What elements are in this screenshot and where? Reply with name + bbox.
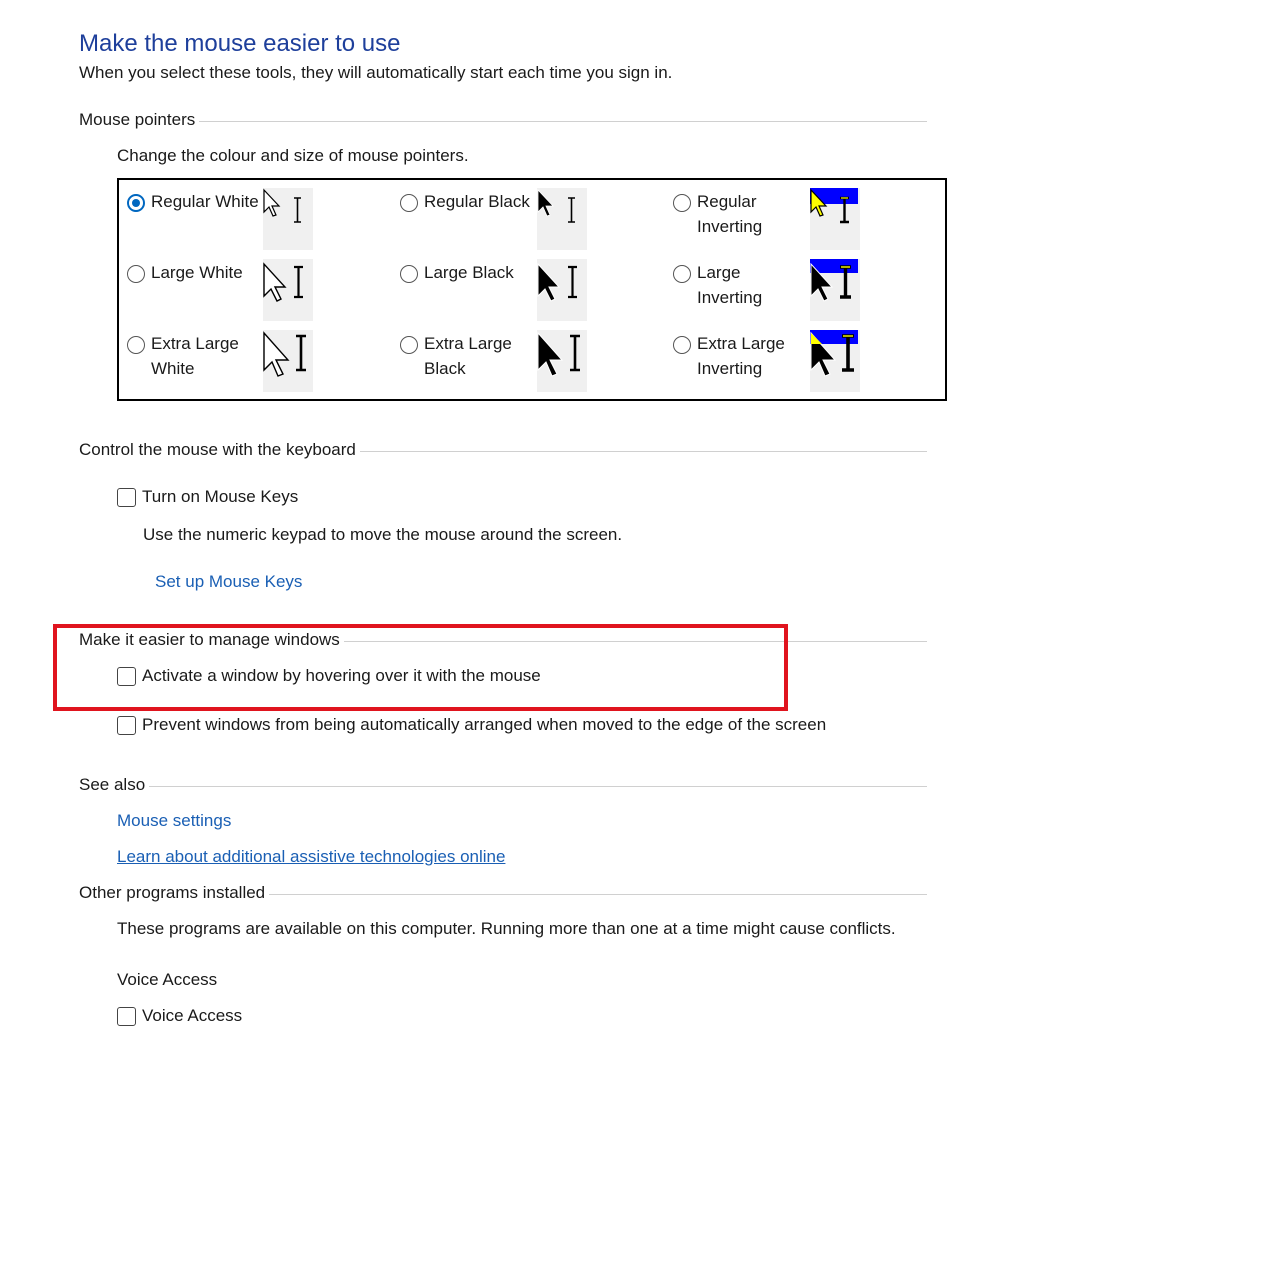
voice-access-group-label: Voice Access [117, 970, 218, 989]
mouse-keys-checkbox[interactable] [117, 488, 136, 507]
radio-button[interactable] [127, 265, 145, 283]
radio-label: Regular Inverting [697, 192, 763, 236]
radio-button[interactable] [127, 194, 145, 212]
voice-access-label[interactable]: Voice Access [142, 1006, 243, 1025]
radio-extra-large-inverting[interactable] [673, 331, 805, 381]
extra-large-white-pointer-icon [263, 330, 313, 392]
section-other-programs [79, 882, 927, 904]
page-title: Make the mouse easier to use [79, 30, 401, 57]
large-inverting-pointer-icon [810, 259, 860, 321]
mouse-keys-label[interactable]: Turn on Mouse Keys [142, 487, 299, 506]
radio-large-inverting[interactable] [673, 260, 805, 310]
radio-extra-large-black[interactable] [400, 331, 532, 381]
assistive-technologies-link[interactable]: Learn about additional assistive technologies online [117, 847, 506, 866]
regular-inverting-pointer-icon [810, 188, 860, 250]
radio-button[interactable] [673, 265, 691, 283]
radio-large-black[interactable] [400, 260, 532, 285]
divider [269, 894, 927, 895]
radio-button[interactable] [400, 336, 418, 354]
divider [360, 451, 927, 452]
radio-label: Large Inverting [697, 263, 763, 307]
mouse-settings-link[interactable]: Mouse settings [117, 811, 232, 830]
section-heading: Make it easier to manage windows [79, 630, 340, 649]
radio-label: Large Black [424, 263, 514, 282]
section-heading: Control the mouse with the keyboard [79, 440, 356, 459]
radio-regular-white[interactable] [127, 189, 259, 214]
setup-mouse-keys-link[interactable]: Set up Mouse Keys [155, 572, 303, 591]
mouse-keys-description: Use the numeric keypad to move the mouse around the screen. [143, 525, 623, 544]
pointers-description: Change the colour and size of mouse pointers. [117, 146, 469, 165]
voice-access-checkbox[interactable] [117, 1007, 136, 1026]
radio-label: Large White [151, 263, 243, 282]
radio-extra-large-white[interactable] [127, 331, 259, 381]
divider [199, 121, 927, 122]
radio-button[interactable] [400, 265, 418, 283]
radio-regular-inverting[interactable] [673, 189, 805, 239]
large-white-pointer-icon [263, 259, 313, 321]
radio-regular-black[interactable] [400, 189, 539, 214]
section-see-also [79, 774, 927, 796]
section-heading: See also [79, 775, 146, 794]
extra-large-black-pointer-icon [537, 330, 587, 392]
section-heading: Other programs installed [79, 883, 266, 902]
prevent-arrange-checkbox[interactable] [117, 716, 136, 735]
extra-large-inverting-pointer-icon [810, 330, 860, 392]
section-heading: Mouse pointers [79, 110, 196, 129]
radio-label: Regular White [151, 192, 259, 211]
regular-black-pointer-icon [537, 188, 587, 250]
section-keyboard [79, 439, 927, 461]
large-black-pointer-icon [537, 259, 587, 321]
radio-label: Extra Large Inverting [697, 334, 785, 378]
radio-label: Regular Black [424, 192, 530, 211]
radio-button[interactable] [400, 194, 418, 212]
page-subtitle: When you select these tools, they will automatically start each time you sign in. [79, 63, 673, 82]
radio-button[interactable] [673, 194, 691, 212]
hover-activate-label[interactable]: Activate a window by hovering over it with the mouse [142, 666, 541, 685]
other-programs-description: These programs are available on this computer. Running more than one at a time might cause conflicts. [117, 919, 896, 938]
section-mouse-pointers [79, 109, 927, 131]
regular-white-pointer-icon [263, 188, 313, 250]
divider [149, 786, 927, 787]
radio-button[interactable] [127, 336, 145, 354]
prevent-arrange-label[interactable]: Prevent windows from being automatically arranged when moved to the edge of the screen [142, 715, 827, 734]
radio-button[interactable] [673, 336, 691, 354]
radio-label: Extra Large White [151, 334, 239, 378]
highlight-box [53, 624, 788, 711]
radio-label: Extra Large Black [424, 334, 512, 378]
radio-large-white[interactable] [127, 260, 259, 285]
